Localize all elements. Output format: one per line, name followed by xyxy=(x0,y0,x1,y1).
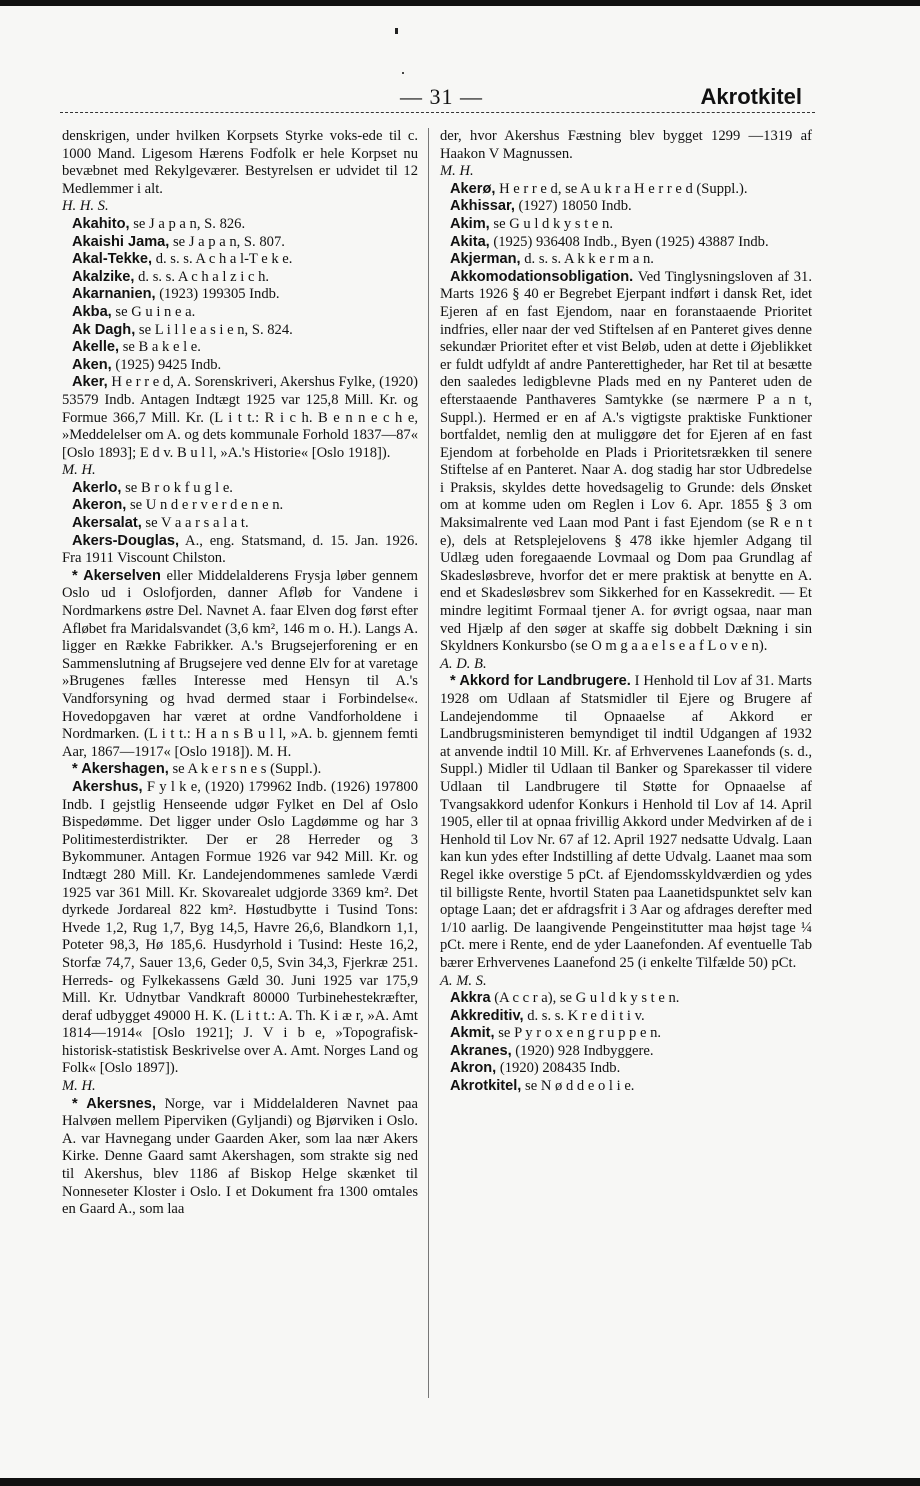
entry-text: Norge, var i Middelalderen Navnet paa Halvøen mellem Piperviken (Gyljandi) og Bjørviken i Oslo. A. var Havnegang under Gaarden Aker, som laa nær Akers Kirke. Denne Gaard samt Akershagen, som strakte sig ned til Akershus, blev 1186 af Biskop Helge skænket til Nonneseter Kloster i Oslo. I et Dokument fra 1300 omtales en Gaard A., som laa xyxy=(62,1095,418,1218)
dictionary-entry xyxy=(62,357,418,375)
continued-text: der, hvor Akershus Fæstning blev bygget 1299 —1319 af Haakon V Magnussen. xyxy=(440,128,812,162)
dictionary-entry xyxy=(62,269,418,287)
entry-headword: Akalzike, xyxy=(72,268,135,285)
entry-headword: Akita, xyxy=(450,233,490,250)
author-signature: A. M. S. xyxy=(440,972,487,989)
dictionary-entry xyxy=(62,374,418,462)
entry-headword: * Akersnes, xyxy=(72,1095,156,1112)
dictionary-entry xyxy=(62,286,418,304)
entry-text: d. s. s. A k k e r m a n. xyxy=(520,251,654,268)
entry-text: se J a p a n, S. 807. xyxy=(169,233,285,250)
dictionary-entry xyxy=(440,181,812,199)
header-rule xyxy=(60,112,815,113)
entry-text: (1920) 208435 Indb. xyxy=(496,1060,621,1077)
entry-headword: Akershus, xyxy=(72,778,143,795)
scan-speck xyxy=(402,72,404,74)
entry-text: se L i l l e a s i e n, S. 824. xyxy=(135,321,293,338)
author-signature: M. H. xyxy=(62,1078,96,1095)
entry-text: se B a k e l e. xyxy=(119,339,201,356)
dictionary-entry xyxy=(62,497,418,515)
entry-text: (1925) 936408 Indb., Byen (1925) 43887 Indb. xyxy=(489,233,769,250)
entry-headword: Akahito, xyxy=(72,215,130,232)
top-edge-bar xyxy=(0,0,920,6)
entry-text: se U n d e r v e r d e n e n. xyxy=(126,497,284,514)
author-signature: A. D. B. xyxy=(440,655,487,672)
entry-text: se V a a r s a l a t. xyxy=(141,515,249,532)
dictionary-entry xyxy=(440,1008,812,1026)
entry-headword: Ak Dagh, xyxy=(72,321,136,338)
entry-text: Ved Tinglysningsloven af 31. Marts 1926 § 40 er Begrebet Ejerpant indført i dansk Ret, idet Ejeren af en fast Ejendom, naar en foranstaaende Prioritet indfries, eller naar der ved Stiftelsen af en Panteret gives denne sekundær Prioritet efter et vist Beløb, uden at dette i Øjeblikket er fuldt udfyldt af andre Panterettigheder, har Ret til at besætte den saaledes ledigblevne Plads med en ny Panteret uden de efterstaaende Panthaveres Samtykke (se nærmere P a n t, Suppl.). Hermed er en af A.'s vigtigste praktiske Funktioner bortfaldet, nemlig den at muliggøre det for Ejeren af en fast Ejendom at forbeholde en Plads i Prioritetsrækken til senere Stiftelse af en Panteret. Naar A. dog stadig har stor Udbredelse i Praksis, skyldes dette hovedsagelig to Grunde: dels Ønsket om at komme uden om Reglen i Lov 6. Apr. 1855 § 3 om Maksimalrente ved Laan mod Pant i fast Ejendom (se R e n t e), dels at Retsplejelovens § 478 ikke hjemler Adgang til Udlæg uden foregaaende Lovmaal og Dom paa Grundlag af Skadesløsbreve, hvorfor det er mere praktisk at benytte en A. end et Skadesløsbrev som Sikkerhed for en Kassekredit. — Et mindre legitimt Formaal tjener A. for øvrigt ogsaa, naar man ved Hjælp af den søger at skaffe sig dobbelt Dækning i sin Skyldners Konkursbo (se O m g a a e l s e a f L o v e n). xyxy=(440,268,812,655)
entry-headword: Akerø, xyxy=(450,180,496,197)
entry-text: H e r r e d, A. Sorenskriveri, Akershus Fylke, (1920) 53579 Indb. Antagen Indtægt 1925 var 125,8 Mill. Kr. og Formue 366,7 Mill. Kr. (L i t t.: R i c h. B e n n e c h e, »Meddelelser om A. og dets kommunale Forhold 1837—87« [Oslo 1893]; E d v. B u l l, »A.'s Historie« [Oslo 1918]). xyxy=(62,374,418,461)
entry-headword: Akarnanien, xyxy=(72,286,156,303)
dictionary-entry xyxy=(62,339,418,357)
author-signature: M. H. xyxy=(440,163,474,180)
entry-text: (1920) 928 Indbyggere. xyxy=(511,1042,654,1059)
dictionary-entry xyxy=(62,779,418,1078)
dictionary-entry xyxy=(440,1043,812,1061)
author-signature: H. H. S. xyxy=(62,198,109,215)
entry-text: se J a p a n, S. 826. xyxy=(129,215,246,232)
dictionary-entry xyxy=(62,480,418,498)
entry-text: se G u l d k y s t e n. xyxy=(489,215,613,232)
dictionary-entry xyxy=(62,761,418,779)
dictionary-entry xyxy=(440,990,812,1008)
entry-text: d. s. s. K r e d i t i v. xyxy=(523,1007,645,1024)
entry-headword: * Akerselven xyxy=(72,567,161,584)
entry-headword: Akkra xyxy=(450,990,491,1007)
page-header xyxy=(62,84,802,114)
dictionary-entry xyxy=(62,1096,418,1219)
entry-headword: Akranes, xyxy=(450,1042,512,1059)
entry-headword: Akmit, xyxy=(450,1025,495,1042)
right-column xyxy=(440,128,812,1096)
bottom-edge-bar xyxy=(0,1478,920,1486)
left-column xyxy=(62,128,418,1219)
entry-text: A., eng. Statsmand, d. 15. Jan. 1926. Fra 1911 Viscount Chilston. xyxy=(62,532,418,567)
entry-headword: Akelle, xyxy=(72,339,120,356)
entry-headword: Akba, xyxy=(72,303,112,320)
entry-headword: Akkomodationsobligation. xyxy=(450,268,634,285)
entry-text: d. s. s. A c h a l-T e k e. xyxy=(152,251,293,268)
dictionary-entry xyxy=(62,515,418,533)
entry-headword: Akersalat, xyxy=(72,515,142,532)
dictionary-entry xyxy=(62,568,418,762)
dictionary-entry xyxy=(62,322,418,340)
entry-headword: Akaishi Jama, xyxy=(72,233,170,250)
dictionary-entry xyxy=(440,1078,812,1096)
entry-text: se B r o k f u g l e. xyxy=(121,479,233,496)
entry-text: (1927) 18050 Indb. xyxy=(514,198,632,215)
entry-headword: Akjerman, xyxy=(450,251,521,268)
dictionary-entry xyxy=(62,533,418,568)
entry-headword: Akim, xyxy=(450,215,490,232)
entry-headword: Akron, xyxy=(450,1060,497,1077)
page-number: — 31 — xyxy=(400,84,483,109)
entry-text: d. s. s. A c h a l z i c h. xyxy=(134,268,270,285)
entry-headword: Aker, xyxy=(72,374,108,391)
dictionary-entry xyxy=(440,1025,812,1043)
dictionary-entry xyxy=(62,216,418,234)
entry-text: se G u i n e a. xyxy=(111,303,196,320)
entry-text: (A c c r a), se G u l d k y s t e n. xyxy=(490,990,680,1007)
column-divider xyxy=(428,128,429,1398)
scan-speck xyxy=(395,28,398,34)
entry-text: se N ø d d e o l i e. xyxy=(521,1078,635,1095)
dictionary-entry xyxy=(440,1060,812,1078)
entry-text: H e r r e d, se A u k r a H e r r e d (Suppl.). xyxy=(495,180,748,197)
dictionary-entry xyxy=(62,304,418,322)
entry-text: F y l k e, (1920) 179962 Indb. (1926) 197800 Indb. I gejstlig Henseende udgør Fylket en Del af Oslo Bispedømme. Det ligger under Oslo Lagdømme og har 3 Politimesterdistrikter. Der er 28 Herreder og 3 Bykommuner. Antagen Formue 1926 var 942 Mill. Kr. og Indtægt 280 Mill. Kr. Landejendommenes samlede Værdi 1925 var 361 Mill. Kr. Skovarealet udgjorde 3369 km². Det dyrkede Jordareal 822 km². Høstudbytte i Tusind Tons: Hvede 1,2, Rug 1,7, Byg 14,5, Havre 26,6, Blandkorn 1,1, Poteter 98,3, Hø 185,6. Husdyrhold i Tusind: Heste 16,2, Storfæ 74,7, Sauer 13,6, Geder 0,5, Svin 34,3, Fjerkræ 251. Herreds- og Fylkekassens Gæld 30. Juni 1925 var 175,9 Mill. Kr. Udnytbar Vandkraft 80000 Turbinehestekræfter, deraf udbygget 49000 H. K. (L i t t.: A. Th. K i æ r, »A. Amt 1814—1914« [Oslo 1921]; J. V i b e, »Topografisk-historisk-statistisk Beskrivelse over A. Amt. Norges Land og Folk« [Oslo 1897]). xyxy=(62,778,418,1077)
entry-headword: Akeron, xyxy=(72,497,127,514)
entry-headword: Akers-Douglas, xyxy=(72,532,180,549)
entry-headword: Akal-Tekke, xyxy=(72,251,153,268)
dictionary-entry xyxy=(440,673,812,972)
dictionary-entry xyxy=(440,234,812,252)
entry-headword: Akrotkitel, xyxy=(450,1078,522,1095)
entry-headword: Aken, xyxy=(72,356,112,373)
dictionary-entry xyxy=(440,269,812,656)
continued-text: denskrigen, under hvilken Korpsets Styrke voks-ede til c. 1000 Mand. Ligesom Hærens Fodfolk er hele Korpset nu bevæbnet med Rekylgeværer. Bestyrelsen er udvidet til 12 Medlemmer i alt. xyxy=(62,128,418,197)
running-head: Akrotkitel xyxy=(700,84,802,109)
entry-headword: Akhissar, xyxy=(450,198,515,215)
dictionary-entry xyxy=(440,216,812,234)
entry-text: (1923) 199305 Indb. xyxy=(155,286,280,303)
entry-text: I Henhold til Lov af 31. Marts 1928 om Udlaan af Statsmidler til Ejere og Brugere af Landejendomme til Opnaaelse af Akkord er Landbrugsministeren bemyndiget til indtil Udgangen af 1932 at anvende indtil 10 Mill. Kr. af Erhvervenes Laanefonds (s. d., Suppl.) Midler til Udlaan til Banker og Sparekasser til videre Udlaan til Landbrugere til Støtte for Opnaaelse af Tvangsakkord udenfor Konkurs i Henhold til Lov af 14. April 1905, eller til at opnaa frivillig Akkord under Medvirken af de i Henhold til Lov Nr. 67 af 12. April 1927 nedsatte Udvalg. Laan kan kun ydes efter Indstilling af dette Udvalg. Laanet maa som Regel ikke overstige 5 pCt. af Ejendomsskyldværdien og ydes til billigste Rente, hvortil Staten paa Laanetidspunktet selv kan optage Laan; det er afdragsfrit i 3 Aar og afdrages derefter med 1/10 aarlig. De laangivende Pengeinstitutter maa højst tage ¼ pCt. mere i Rente, end de yder Laanefonden. Af eventuelle Tab bærer Erhvervenes Laanefond 25 (i enkelte Tilfælde 50) pCt. xyxy=(440,673,812,971)
dictionary-entry xyxy=(62,234,418,252)
entry-text: se P y r o x e n g r u p p e n. xyxy=(494,1025,662,1042)
entry-headword: Akkreditiv, xyxy=(450,1007,524,1024)
entry-headword: * Akershagen, xyxy=(72,761,169,778)
entry-text: (1925) 9425 Indb. xyxy=(111,356,222,373)
entry-text: eller Middelalderens Frysja løber gennem Oslo ud i Oslofjorden, danner Afløb for Vandene i Nordmarkens østre Del. Navnet A. faar Elven dog først efter Afløbet fra Maridalsvandet (3,6 km², 146 m o. H.). Langs A. ligger en Række Fabrikker. A.'s Brugsejerforening er en Sammenslutning af Brugsejere ved denne Elv for at varetage »Brugenes fælles Interesse med Hensyn til A.'s Vandforsyning og hvad dermed staar i Forbindelse«. Hovedopgaven har været at ordne Vandforholdene i Nordmarken. (L i t t.: H a n s B u l l, »A. b. gjennem femti Aar, 1867—1917« [Oslo 1918]). M. H. xyxy=(62,567,419,760)
dictionary-entry xyxy=(440,198,812,216)
entry-headword: * Akkord for Landbrugere. xyxy=(450,673,631,690)
dictionary-entry xyxy=(62,251,418,269)
entry-text: se A k e r s n e s (Suppl.). xyxy=(168,761,322,778)
entry-headword: Akerlo, xyxy=(72,479,122,496)
dictionary-entry xyxy=(440,251,812,269)
author-signature: M. H. xyxy=(62,462,96,479)
